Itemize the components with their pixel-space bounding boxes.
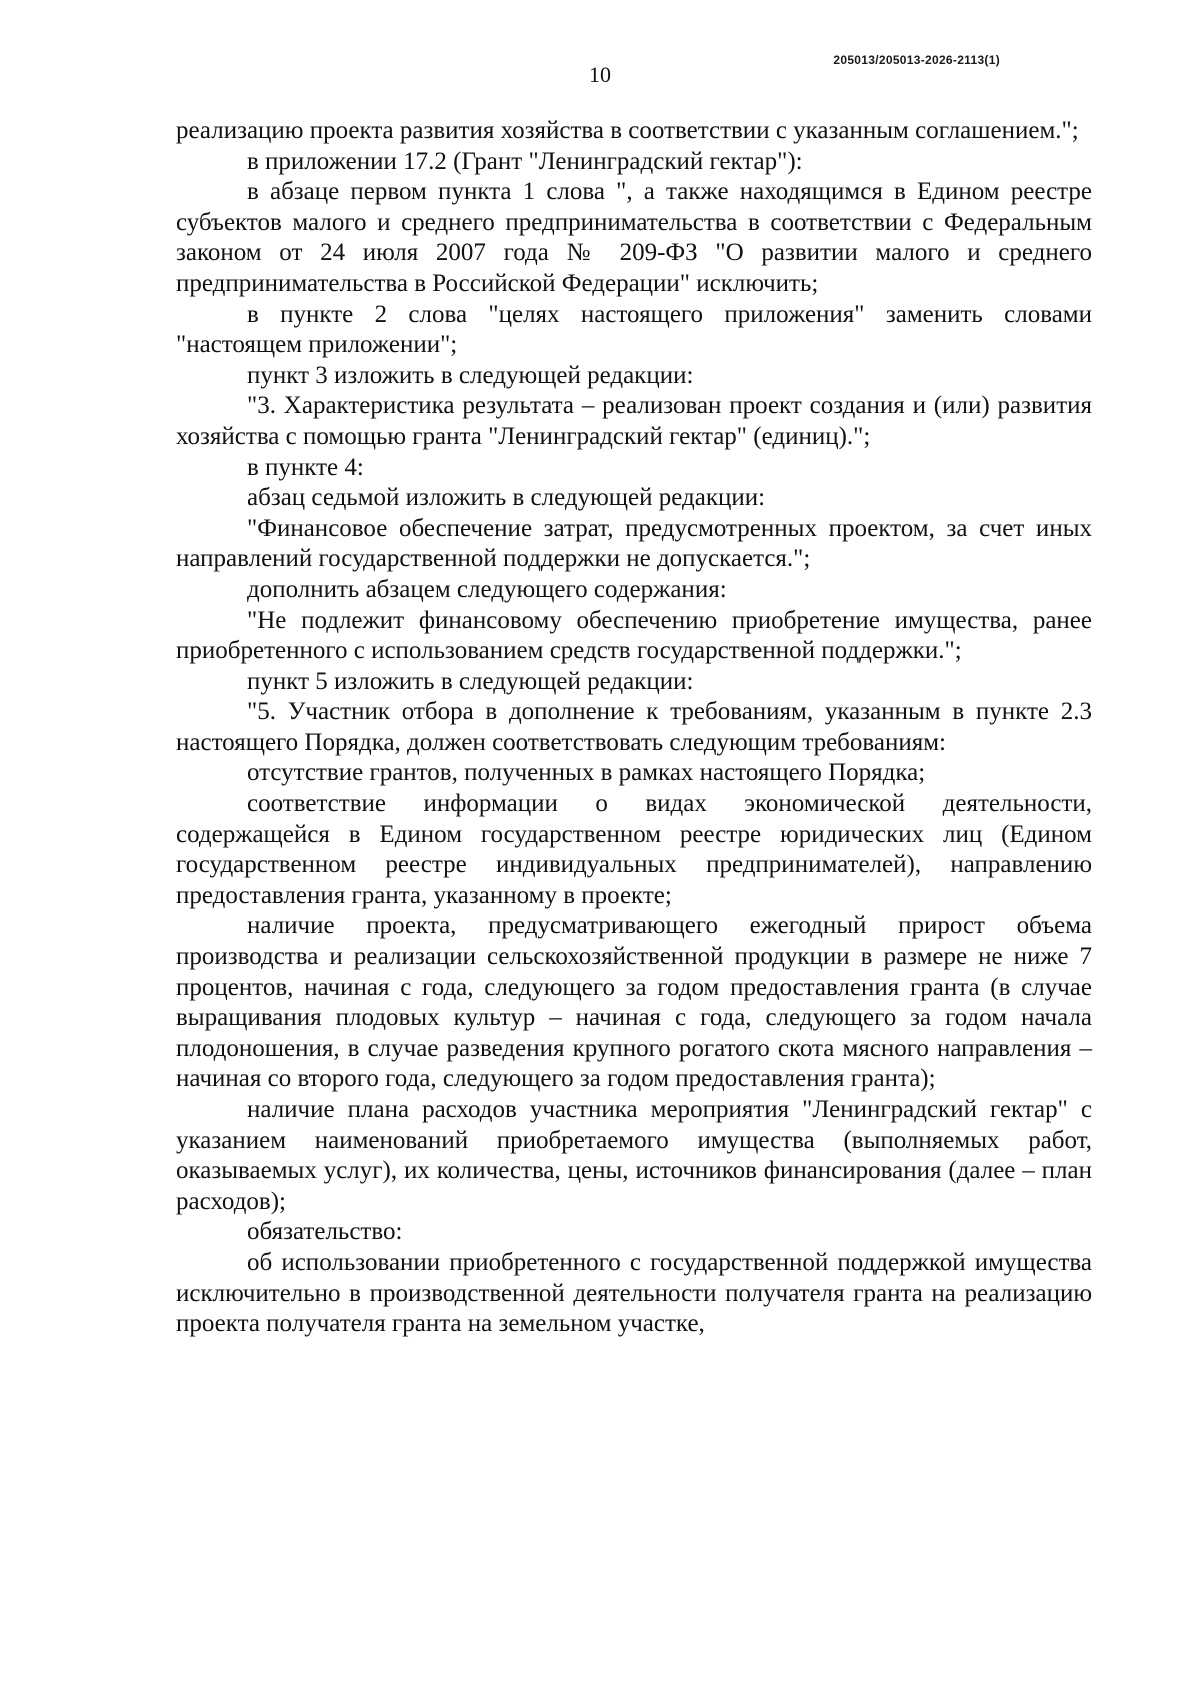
paragraph: "Не подлежит финансовому обеспечению приобретение имущества, ранее приобретенного с использованием средств государственной поддержки."; (176, 606, 1092, 665)
paragraph: в пункте 2 слова "целях настоящего приложения" заменить словами "настоящем приложении"; (176, 300, 1092, 359)
paragraph: пункт 3 изложить в следующей редакции: (247, 361, 694, 389)
page-number: 10 (589, 62, 611, 87)
paragraph: наличие плана расходов участника мероприятия "Ленинградский гектар" с указанием наименований приобретаемого имущества (выполняемых работ, оказываемых услуг), их количества, цены, источников финансирования (далее – план расходов); (176, 1096, 1092, 1215)
paragraph: отсутствие грантов, полученных в рамках настоящего Порядка; (247, 759, 926, 787)
paragraph: "Финансовое обеспечение затрат, предусмотренных проектом, за счет иных направлений государственной поддержки не допускается."; (176, 514, 1092, 573)
paragraph: реализацию проекта развития хозяйства в соответствии с указанным соглашением."; (176, 117, 1079, 144)
document-body (176, 116, 1092, 1340)
paragraph: дополнить абзацем следующего содержания: (247, 575, 727, 603)
paragraph: "5. Участник отбора в дополнение к требованиям, указанным в пункте 2.3 настоящего Порядка, должен соответствовать следующим требованиям: (176, 698, 1092, 756)
paragraph: пункт 5 изложить в следующей редакции: (247, 667, 694, 695)
paragraph: об использовании приобретенного с государственной поддержкой имущества исключительно в производственной деятельности получателя гранта на реализацию проекта получателя гранта на земельном участке, (176, 1248, 1092, 1338)
paragraph: "3. Характеристика результата – реализован проект создания и (или) развития хозяйства с помощью гранта "Ленинградский гектар" (единиц)."; (176, 392, 1092, 450)
document-id: 205013/205013-2026-2113(1) (833, 53, 1000, 67)
paragraph: в абзаце первом пункта 1 слова ", а также находящимся в Едином реестре субъектов малого и среднего предпринимательства в соответствии с Федеральным законом от 24 июля 2007 года № 209-ФЗ "О развитии малого и среднего предпринимательства в Российской Федерации" исключить; (176, 178, 1092, 297)
paragraph: соответствие информации о видах экономической деятельности, содержащейся в Едином государственном реестре юридических лиц (Едином государственном реестре индивидуальных предпринимателей), направлению предоставления гранта, указанному в проекте; (176, 790, 1092, 909)
paragraph: в пункте 4: (247, 453, 364, 481)
paragraph: обязательство: (247, 1218, 403, 1246)
paragraph: абзац седьмой изложить в следующей редакции: (247, 484, 766, 512)
paragraph: в приложении 17.2 (Грант "Ленинградский гектар"): (247, 147, 803, 175)
paragraph: наличие проекта, предусматривающего ежегодный прирост объема производства и реализации сельскохозяйственной продукции в размере не ниже 7 процентов, начиная с года, следующего за годом предоставления гранта (в случае выращивания плодовых культур – начиная с года, следующего за годом начала плодоношения, в случае разведения крупного рогатого скота мясного направления – начиная со второго года, следующего за годом предоставления гранта); (176, 912, 1092, 1093)
